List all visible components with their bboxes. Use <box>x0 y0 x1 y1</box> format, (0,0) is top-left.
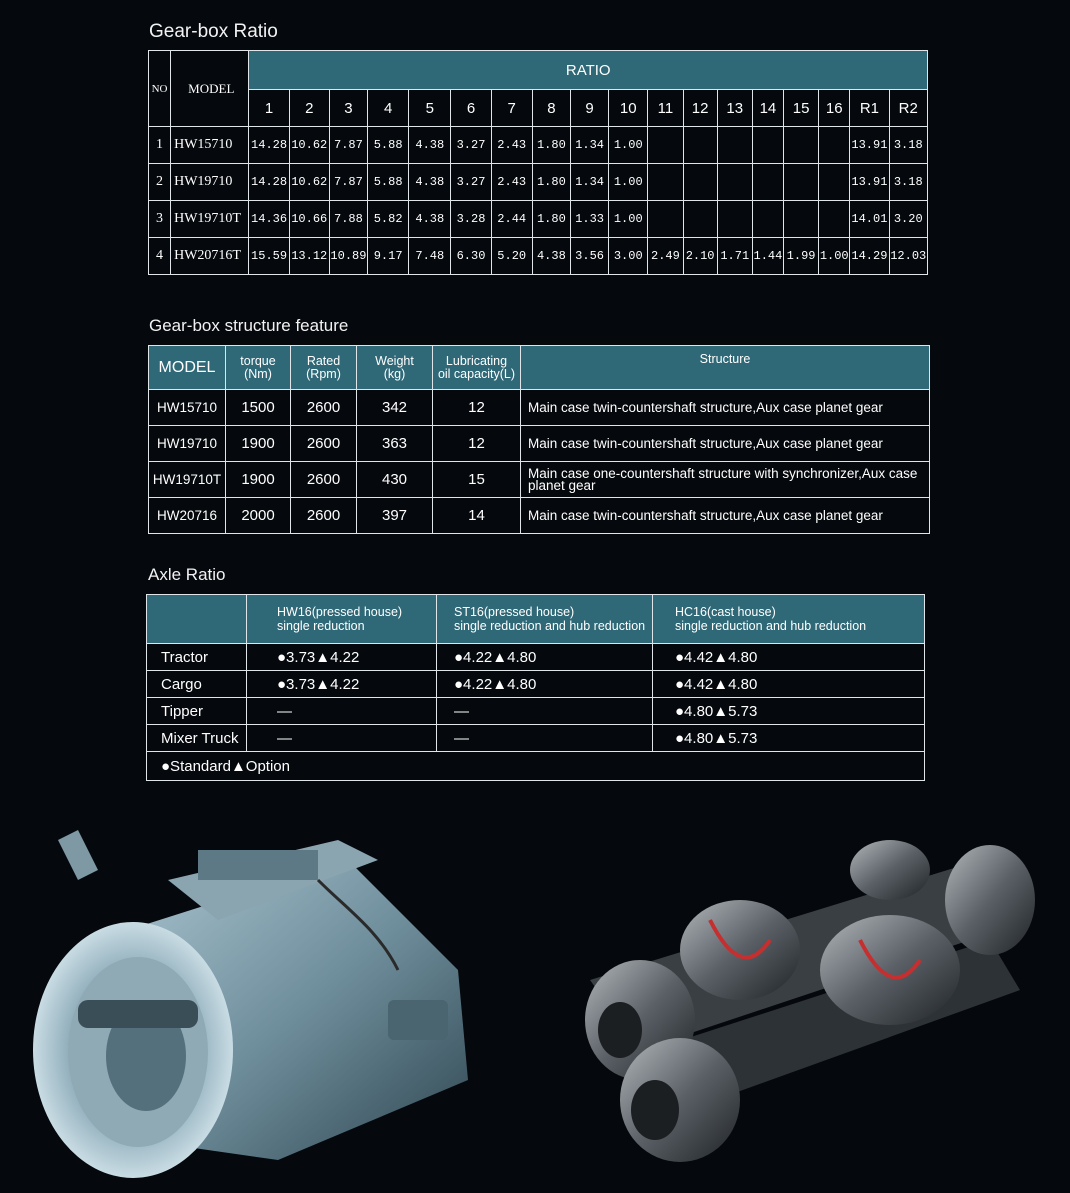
ratio-cell: 5.82 <box>368 201 409 238</box>
ratio-cell: 10.62 <box>289 127 329 164</box>
axle-legend: ●Standard▲Option <box>147 752 925 781</box>
ratio-cell: 12.03 <box>889 238 928 275</box>
ratio-row-no: 2 <box>149 164 171 201</box>
ratio-cell: 2.43 <box>491 127 532 164</box>
axle-row <box>147 644 925 671</box>
gear-header-r1: R1 <box>850 90 889 127</box>
ratio-cell: 7.87 <box>329 127 367 164</box>
ratio-cell: 15.59 <box>249 238 289 275</box>
structure-cell-model: HW15710 <box>149 390 226 426</box>
gearbox-ratio-title: Gear-box Ratio <box>149 21 278 42</box>
ratio-cell: 13.91 <box>850 127 889 164</box>
ratio-cell: 3.56 <box>570 238 608 275</box>
ratio-cell <box>784 164 819 201</box>
structure-header-oil: Lubricating oil capacity(L) <box>433 346 521 390</box>
ratio-cell <box>784 201 819 238</box>
ratio-cell: 1.80 <box>532 201 570 238</box>
axle-cell: — <box>437 698 653 725</box>
gear-header-10: 10 <box>609 90 648 127</box>
gear-header-8: 8 <box>532 90 570 127</box>
gear-header-7: 7 <box>491 90 532 127</box>
axle-cell: ●4.80▲5.73 <box>653 725 925 752</box>
ratio-cell: 14.01 <box>850 201 889 238</box>
structure-cell-rated: 2600 <box>291 498 357 534</box>
gear-header-13: 13 <box>717 90 752 127</box>
ratio-cell: 2.43 <box>491 164 532 201</box>
ratio-cell: 14.28 <box>249 127 289 164</box>
ratio-row-no: 4 <box>149 238 171 275</box>
structure-header-model: MODEL <box>149 346 226 390</box>
axle-cell: — <box>247 725 437 752</box>
ratio-cell: 1.71 <box>717 238 752 275</box>
ratio-cell: 1.00 <box>609 127 648 164</box>
ratio-cell <box>819 164 850 201</box>
axle-header-hc16: HC16(cast house) single reduction and hub reduction <box>653 595 925 644</box>
axle-cell: ●4.80▲5.73 <box>653 698 925 725</box>
ratio-row-no: 1 <box>149 127 171 164</box>
structure-cell-structure: Main case twin-countershaft structure,Aux case planet gear <box>521 390 930 426</box>
gearbox-photo <box>18 820 498 1190</box>
structure-cell-weight: 342 <box>357 390 433 426</box>
ratio-cell <box>819 201 850 238</box>
ratio-cell: 2.10 <box>683 238 717 275</box>
gear-header-16: 16 <box>819 90 850 127</box>
ratio-cell: 10.66 <box>289 201 329 238</box>
structure-cell-torque: 2000 <box>226 498 291 534</box>
ratio-row <box>149 238 928 275</box>
ratio-cell: 1.44 <box>752 238 783 275</box>
structure-cell-oil: 15 <box>433 462 521 498</box>
ratio-row <box>149 127 928 164</box>
ratio-cell: 3.27 <box>451 127 491 164</box>
gear-header-4: 4 <box>368 90 409 127</box>
structure-cell-structure: Main case twin-countershaft structure,Aux case planet gear <box>521 498 930 534</box>
ratio-cell: 2.44 <box>491 201 532 238</box>
ratio-cell: 3.20 <box>889 201 928 238</box>
structure-cell-weight: 363 <box>357 426 433 462</box>
ratio-cell <box>683 201 717 238</box>
structure-cell-torque: 1900 <box>226 462 291 498</box>
structure-cell-oil: 12 <box>433 426 521 462</box>
col-model-header: MODEL <box>171 51 249 127</box>
structure-cell-structure: Main case one-countershaft structure with synchronizer,Aux case planet gear <box>521 462 930 498</box>
ratio-cell: 6.30 <box>451 238 491 275</box>
axle-cell: ●3.73▲4.22 <box>247 644 437 671</box>
axle-table <box>146 594 925 781</box>
ratio-cell: 3.27 <box>451 164 491 201</box>
axle-cell: — <box>437 725 653 752</box>
ratio-row-model: HW20716T <box>171 238 249 275</box>
ratio-row <box>149 164 928 201</box>
ratio-cell: 1.34 <box>570 164 608 201</box>
ratio-cell: 3.18 <box>889 164 928 201</box>
gear-header-12: 12 <box>683 90 717 127</box>
ratio-cell: 5.20 <box>491 238 532 275</box>
ratio-cell <box>648 127 683 164</box>
gear-header-5: 5 <box>409 90 451 127</box>
structure-header-torque: torque (Nm) <box>226 346 291 390</box>
structure-cell-model: HW20716 <box>149 498 226 534</box>
axle-cell: ●4.42▲4.80 <box>653 644 925 671</box>
structure-cell-oil: 12 <box>433 390 521 426</box>
ratio-cell <box>819 127 850 164</box>
structure-row <box>149 390 930 426</box>
axle-row-label: Mixer Truck <box>147 725 247 752</box>
gear-header-2: 2 <box>289 90 329 127</box>
axle-cell: ●3.73▲4.22 <box>247 671 437 698</box>
ratio-cell: 5.88 <box>368 127 409 164</box>
ratio-cell: 1.00 <box>609 164 648 201</box>
gearbox-ratio-table <box>148 50 928 275</box>
ratio-header: RATIO <box>249 51 928 90</box>
structure-cell-oil: 14 <box>433 498 521 534</box>
ratio-row-model: HW19710 <box>171 164 249 201</box>
ratio-row-no: 3 <box>149 201 171 238</box>
structure-cell-rated: 2600 <box>291 390 357 426</box>
ratio-cell <box>717 127 752 164</box>
gear-header-15: 15 <box>784 90 819 127</box>
ratio-cell: 3.18 <box>889 127 928 164</box>
axle-row-label: Tipper <box>147 698 247 725</box>
gear-header-9: 9 <box>570 90 608 127</box>
structure-header-structure: Structure <box>521 346 930 390</box>
structure-row <box>149 498 930 534</box>
axle-header-corner <box>147 595 247 644</box>
axle-row-label: Tractor <box>147 644 247 671</box>
axle-header-hw16: HW16(pressed house) single reduction <box>247 595 437 644</box>
axle-header-st16: ST16(pressed house) single reduction and hub reduction <box>437 595 653 644</box>
structure-cell-weight: 397 <box>357 498 433 534</box>
axle-cell: — <box>247 698 437 725</box>
structure-cell-torque: 1500 <box>226 390 291 426</box>
ratio-cell: 1.99 <box>784 238 819 275</box>
gear-header-6: 6 <box>451 90 491 127</box>
ratio-cell: 1.80 <box>532 127 570 164</box>
structure-title: Gear-box structure feature <box>149 316 349 335</box>
ratio-cell <box>752 201 783 238</box>
ratio-cell: 10.89 <box>329 238 367 275</box>
structure-table <box>148 345 930 534</box>
ratio-cell: 7.48 <box>409 238 451 275</box>
gear-header-3: 3 <box>329 90 367 127</box>
col-no-header: NO <box>149 51 171 127</box>
ratio-cell: 10.62 <box>289 164 329 201</box>
axle-row <box>147 671 925 698</box>
ratio-cell: 1.33 <box>570 201 608 238</box>
axle-title: Axle Ratio <box>148 565 226 584</box>
ratio-cell: 2.49 <box>648 238 683 275</box>
gear-header-14: 14 <box>752 90 783 127</box>
ratio-row-model: HW15710 <box>171 127 249 164</box>
ratio-cell: 4.38 <box>409 201 451 238</box>
ratio-row-model: HW19710T <box>171 201 249 238</box>
ratio-cell <box>648 201 683 238</box>
structure-row <box>149 462 930 498</box>
structure-cell-rated: 2600 <box>291 462 357 498</box>
ratio-cell: 13.91 <box>850 164 889 201</box>
ratio-cell: 7.87 <box>329 164 367 201</box>
ratio-cell <box>717 201 752 238</box>
ratio-cell <box>784 127 819 164</box>
ratio-cell: 13.12 <box>289 238 329 275</box>
ratio-cell <box>683 164 717 201</box>
ratio-row <box>149 201 928 238</box>
ratio-cell: 3.00 <box>609 238 648 275</box>
structure-cell-model: HW19710T <box>149 462 226 498</box>
axle-cell: ●4.22▲4.80 <box>437 671 653 698</box>
ratio-cell: 4.38 <box>532 238 570 275</box>
ratio-cell: 9.17 <box>368 238 409 275</box>
axle-row-label: Cargo <box>147 671 247 698</box>
ratio-cell: 4.38 <box>409 164 451 201</box>
ratio-cell <box>648 164 683 201</box>
structure-header-weight: Weight (kg) <box>357 346 433 390</box>
ratio-cell <box>752 164 783 201</box>
gear-header-r2: R2 <box>889 90 928 127</box>
structure-cell-model: HW19710 <box>149 426 226 462</box>
structure-cell-weight: 430 <box>357 462 433 498</box>
ratio-cell <box>683 127 717 164</box>
structure-cell-structure: Main case twin-countershaft structure,Aux case planet gear <box>521 426 930 462</box>
ratio-cell: 4.38 <box>409 127 451 164</box>
ratio-cell: 5.88 <box>368 164 409 201</box>
ratio-cell: 14.28 <box>249 164 289 201</box>
ratio-cell: 7.88 <box>329 201 367 238</box>
axle-cell: ●4.42▲4.80 <box>653 671 925 698</box>
axle-photo <box>560 830 1060 1170</box>
structure-row <box>149 426 930 462</box>
ratio-cell: 3.28 <box>451 201 491 238</box>
ratio-cell: 14.36 <box>249 201 289 238</box>
axle-row <box>147 698 925 725</box>
axle-cell: ●4.22▲4.80 <box>437 644 653 671</box>
ratio-cell <box>752 127 783 164</box>
gear-header-11: 11 <box>648 90 683 127</box>
ratio-cell: 1.34 <box>570 127 608 164</box>
ratio-cell: 1.00 <box>819 238 850 275</box>
ratio-cell <box>717 164 752 201</box>
structure-cell-rated: 2600 <box>291 426 357 462</box>
gear-header-1: 1 <box>249 90 289 127</box>
ratio-cell: 14.29 <box>850 238 889 275</box>
structure-header-rated: Rated (Rpm) <box>291 346 357 390</box>
structure-cell-torque: 1900 <box>226 426 291 462</box>
ratio-cell: 1.00 <box>609 201 648 238</box>
ratio-cell: 1.80 <box>532 164 570 201</box>
axle-row <box>147 725 925 752</box>
gear-header-row <box>149 90 928 127</box>
